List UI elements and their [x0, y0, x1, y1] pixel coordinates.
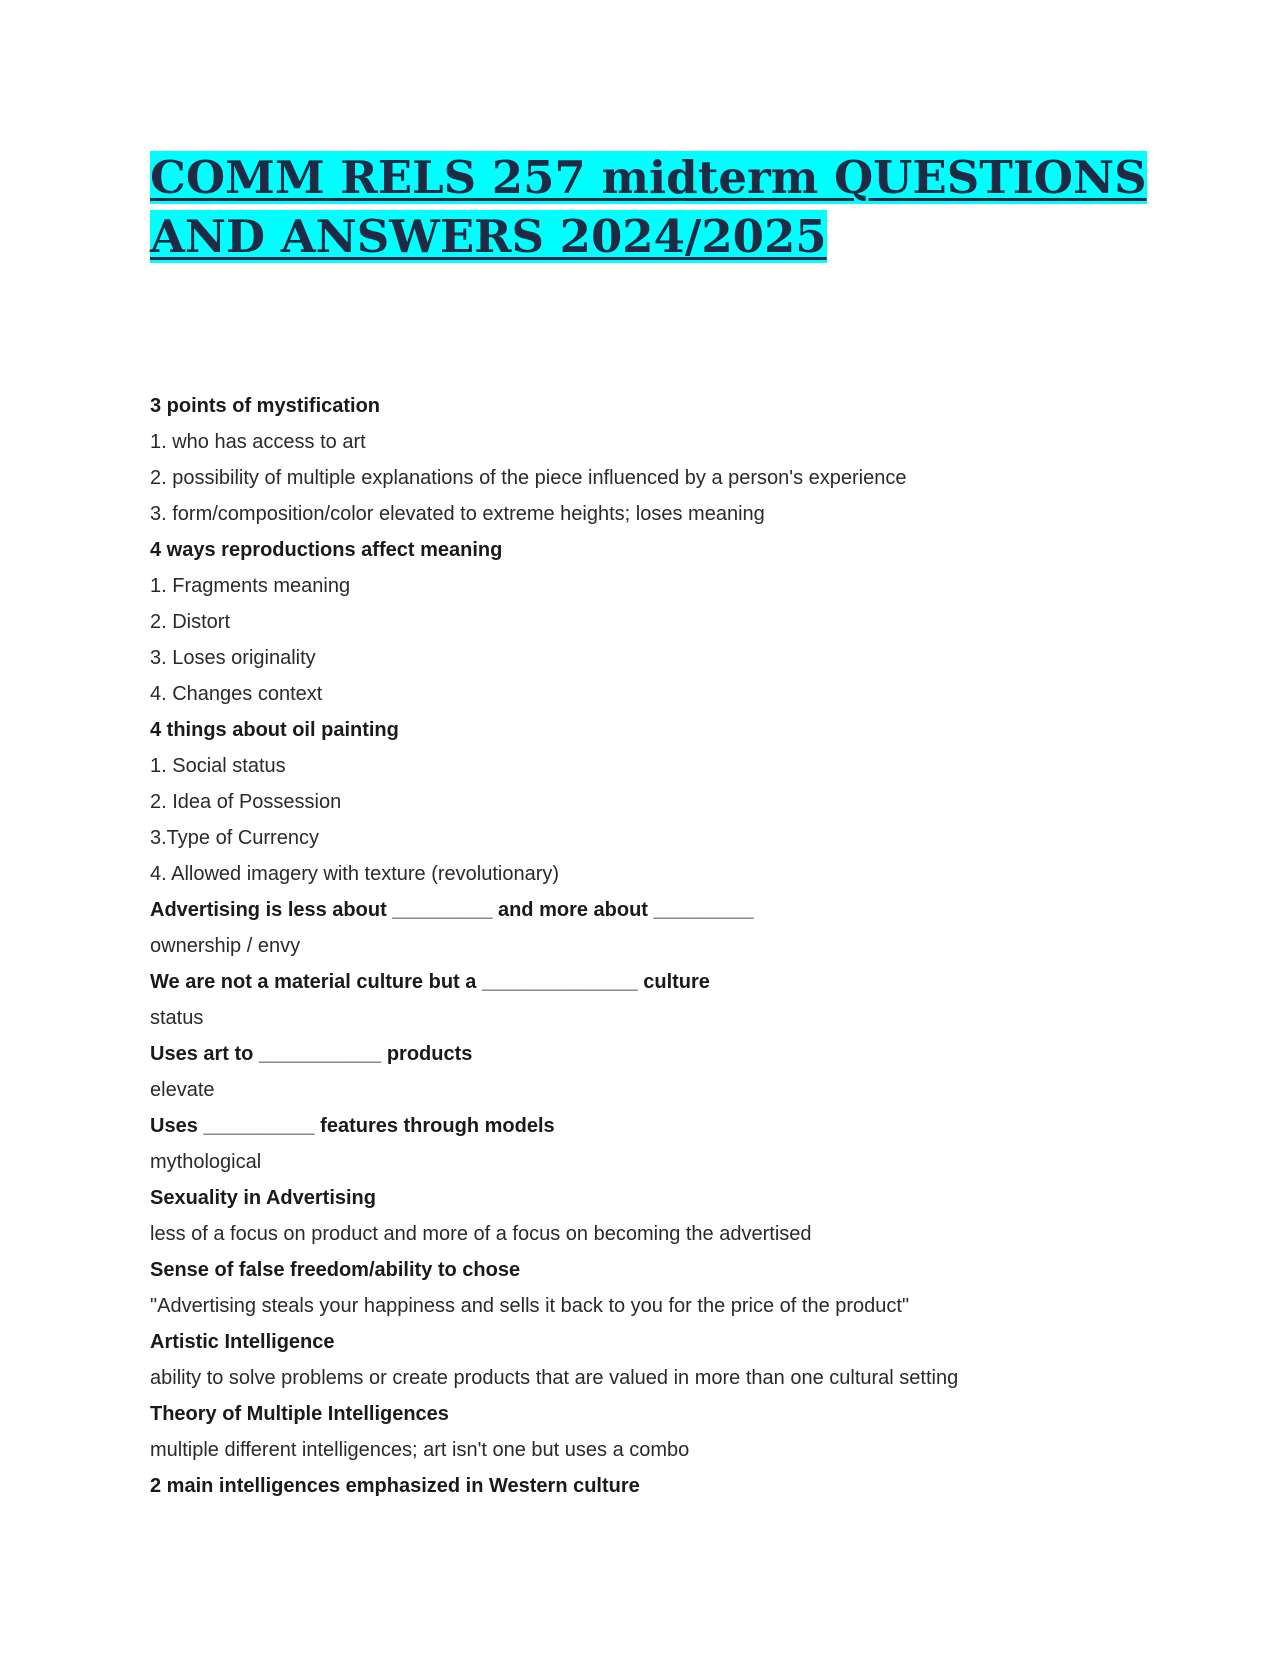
question-heading: Sexuality in Advertising — [150, 1187, 376, 1209]
answer-line: 3.Type of Currency — [150, 827, 319, 849]
answer-line: 4. Allowed imagery with texture (revolutionary) — [150, 863, 560, 885]
question-heading: 4 ways reproductions affect meaning — [150, 539, 503, 561]
document-page — [150, 148, 1150, 1504]
answer-line: ability to solve problems or create products that are valued in more than one cultural setting — [150, 1367, 959, 1389]
qa-list — [150, 388, 1150, 1504]
answer-line: 1. who has access to art — [150, 431, 366, 453]
answer-line: 3. form/composition/color elevated to extreme heights; loses meaning — [150, 503, 765, 525]
question-heading: Theory of Multiple Intelligences — [150, 1403, 449, 1425]
answer-line: 2. Idea of Possession — [150, 791, 342, 813]
answer-line: ownership / envy — [150, 935, 301, 957]
answer-line: 2. Distort — [150, 611, 231, 633]
answer-line: mythological — [150, 1151, 262, 1173]
question-heading: Sense of false freedom/ability to chose — [150, 1259, 521, 1281]
answer-line: 3. Loses originality — [150, 647, 316, 669]
answer-line: 2. possibility of multiple explanations of the piece influenced by a person's experience — [150, 467, 907, 489]
question-heading: Artistic Intelligence — [150, 1331, 335, 1353]
question-heading: 2 main intelligences emphasized in Western culture — [150, 1475, 640, 1497]
answer-line: less of a focus on product and more of a focus on becoming the advertised — [150, 1223, 812, 1245]
question-heading: 4 things about oil painting — [150, 719, 399, 741]
answer-line: 4. Changes context — [150, 683, 323, 705]
question-heading: Uses art to ___________ products — [150, 1043, 473, 1065]
answer-line: multiple different intelligences; art isn't one but uses a combo — [150, 1439, 690, 1461]
title-line-2: AND ANSWERS 2024/2025 — [150, 210, 827, 263]
answer-line: "Advertising steals your happiness and sells it back to you for the price of the product" — [150, 1295, 910, 1317]
answer-line: 1. Fragments meaning — [150, 575, 351, 597]
title-line-1: COMM RELS 257 midterm QUESTIONS — [150, 151, 1147, 204]
answer-line: status — [150, 1007, 204, 1029]
answer-line: elevate — [150, 1079, 215, 1101]
question-heading: We are not a material culture but a ______________ culture — [150, 971, 710, 993]
document-title — [150, 148, 1150, 266]
question-heading: Uses __________ features through models — [150, 1115, 555, 1137]
question-heading: Advertising is less about _________ and more about _________ — [150, 899, 754, 921]
question-heading: 3 points of mystification — [150, 395, 381, 417]
answer-line: 1. Social status — [150, 755, 286, 777]
